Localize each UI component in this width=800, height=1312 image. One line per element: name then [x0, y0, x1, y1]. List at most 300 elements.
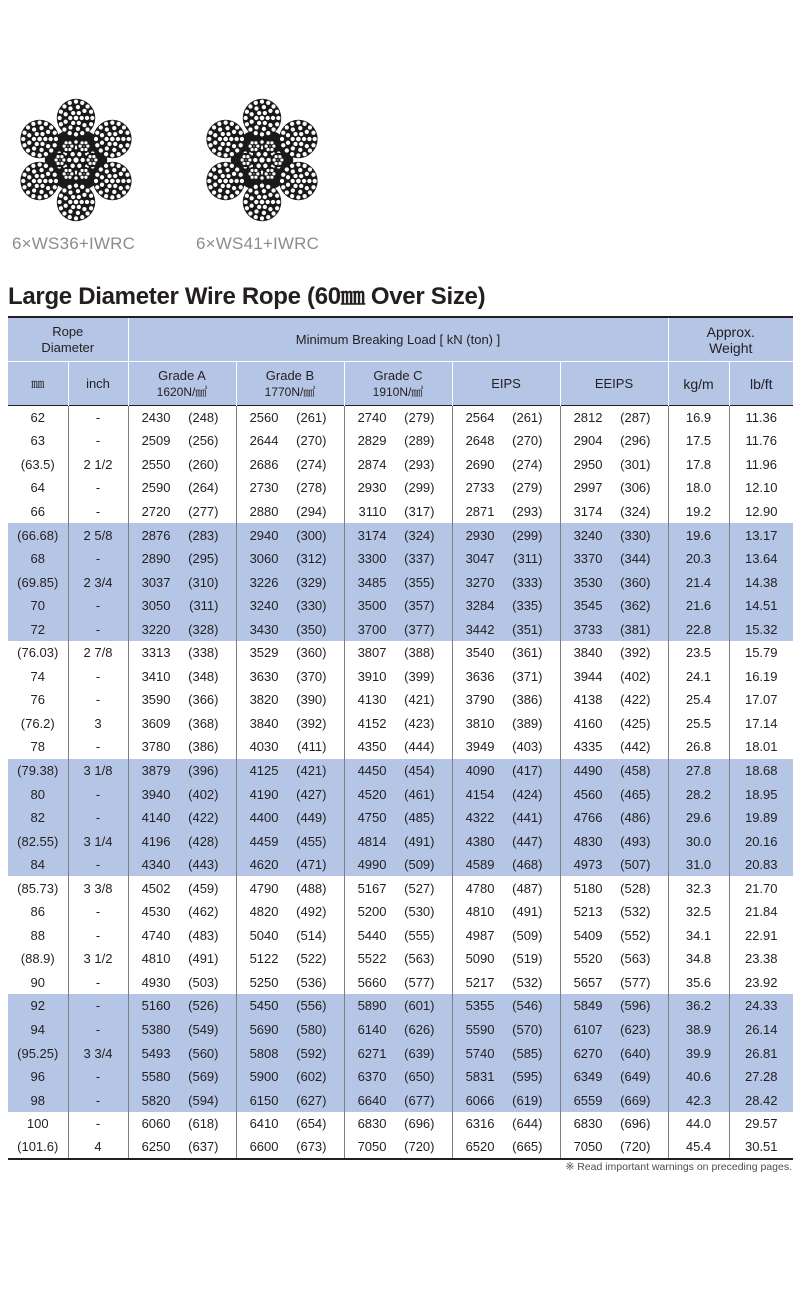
load-ton: (329) — [296, 574, 327, 590]
load-ton: (488) — [296, 880, 327, 896]
load-kn: 4322 — [465, 810, 495, 826]
mm-cell: 68 — [8, 547, 68, 571]
mm-cell: 63 — [30, 433, 45, 449]
eeips-cell — [560, 829, 668, 853]
load-kn: 3430 — [249, 621, 279, 637]
load-kn: 2740 — [357, 410, 387, 426]
grade-b-cell — [236, 947, 344, 971]
load-kn: 5657 — [573, 974, 603, 990]
table-row — [8, 641, 793, 665]
mm-cell: 94 — [8, 1018, 68, 1042]
inch-cell: 4 — [68, 1135, 128, 1159]
load-kn: 3313 — [141, 645, 171, 661]
load-ton: (549) — [188, 1021, 219, 1037]
eips-cell — [452, 947, 560, 971]
load-kn: 3820 — [249, 692, 279, 708]
load-kn: 3270 — [465, 574, 495, 590]
kgm-cell: 17.5 — [668, 429, 729, 453]
grade-c-cell — [344, 1018, 452, 1042]
load-ton: (447) — [512, 833, 543, 849]
mm-cell: 100 — [26, 1116, 49, 1132]
load-kn: 5355 — [465, 998, 495, 1014]
grade-c-cell — [344, 806, 452, 830]
load-kn: 3047 — [465, 551, 495, 567]
load-ton: (443) — [188, 857, 219, 873]
load-ton: (351) — [512, 621, 543, 637]
load-ton: (522) — [296, 951, 327, 967]
load-kn: 6559 — [573, 1092, 603, 1108]
kgm-cell: 30.0 — [668, 829, 729, 853]
load-kn: 5450 — [249, 998, 279, 1014]
load-ton: (637) — [188, 1139, 219, 1155]
load-ton: (509) — [512, 927, 543, 943]
lbft-cell: 27.28 — [729, 1065, 793, 1089]
load-ton: (370) — [296, 668, 327, 684]
kgm-cell: 16.9 — [668, 406, 729, 430]
mm-cell: 76 — [30, 692, 45, 708]
warning-note: ※ Read important warnings on preceding pages. — [565, 1161, 792, 1173]
inch-cell: - — [68, 806, 128, 830]
eeips-cell — [560, 570, 668, 594]
load-ton: (264) — [188, 480, 219, 496]
load-kn: 5409 — [573, 927, 603, 943]
inch-cell: 3 3/8 — [68, 876, 128, 900]
table-row — [8, 1088, 793, 1112]
load-ton: (403) — [512, 739, 543, 755]
load-kn: 6140 — [357, 1021, 387, 1037]
grade-b-cell — [236, 1065, 344, 1089]
grade-a-cell — [128, 782, 236, 806]
load-ton: (270) — [512, 433, 543, 449]
load-ton: (462) — [188, 904, 219, 920]
table-row — [8, 782, 793, 806]
load-ton: (468) — [512, 857, 543, 873]
inch-cell: - — [68, 665, 128, 689]
load-ton: (287) — [620, 410, 651, 426]
grade-a-cell — [128, 429, 236, 453]
load-ton: (530) — [404, 904, 435, 920]
load-ton: (503) — [188, 974, 219, 990]
load-kn: 3810 — [465, 715, 495, 731]
eips-cell — [452, 924, 560, 948]
inch-cell: - — [68, 994, 128, 1018]
eeips-cell — [560, 523, 668, 547]
load-ton: (355) — [404, 574, 435, 590]
grade-c-cell — [344, 523, 452, 547]
load-ton: (601) — [404, 998, 435, 1014]
kgm-cell: 34.8 — [668, 947, 729, 971]
table-row — [8, 406, 793, 430]
load-kn: 5831 — [465, 1069, 495, 1085]
grade-c-cell — [344, 712, 452, 736]
load-kn: 3636 — [465, 668, 495, 684]
mm-cell: 70 — [8, 594, 68, 618]
eeips-cell — [560, 1135, 668, 1159]
grade-a-strength: 1620N/㎟ — [156, 384, 208, 399]
kgm-cell: 17.8 — [668, 453, 729, 477]
load-ton: (602) — [296, 1069, 327, 1085]
load-ton: (337) — [404, 551, 435, 567]
mm-cell: 88 — [30, 927, 45, 943]
grade-c-cell — [344, 500, 452, 524]
load-kn: 6370 — [357, 1069, 387, 1085]
inch-cell: - — [68, 500, 128, 524]
lbft-cell: 11.76 — [729, 429, 793, 453]
mm-cell: (82.55) — [8, 829, 68, 853]
table-row — [8, 594, 793, 618]
load-kn: 4335 — [573, 739, 603, 755]
load-ton: (274) — [296, 456, 327, 472]
inch-cell: - — [68, 406, 128, 430]
load-kn: 4160 — [573, 715, 603, 731]
eeips-cell — [560, 688, 668, 712]
table-row — [8, 570, 793, 594]
lbft-cell: 20.16 — [729, 829, 793, 853]
load-kn: 4130 — [357, 692, 387, 708]
lbft-cell: 18.95 — [729, 782, 793, 806]
grade-c-cell — [344, 1135, 452, 1159]
load-kn: 5522 — [357, 951, 387, 967]
load-ton: (485) — [404, 810, 435, 826]
table-row — [8, 924, 793, 948]
load-ton: (519) — [512, 951, 543, 967]
inch-cell: - — [68, 853, 128, 877]
grade-b-label: Grade B — [265, 367, 315, 383]
grade-c-cell — [344, 547, 452, 571]
kgm-cell: 19.6 — [668, 523, 729, 547]
eips-cell — [452, 1018, 560, 1042]
eeips-cell — [560, 476, 668, 500]
inch-cell: - — [68, 476, 128, 500]
load-ton: (556) — [296, 998, 327, 1014]
load-kn: 5660 — [357, 974, 387, 990]
load-kn: 2930 — [357, 480, 387, 496]
grade-c-cell — [344, 665, 452, 689]
grade-a-cell — [128, 876, 236, 900]
header-eeips: EEIPS — [560, 362, 668, 406]
load-ton: (527) — [404, 880, 435, 896]
kgm-cell: 42.3 — [668, 1088, 729, 1112]
kgm-cell: 26.8 — [668, 735, 729, 759]
load-ton: (421) — [296, 762, 327, 778]
grade-c-cell — [344, 876, 452, 900]
load-ton: (592) — [296, 1045, 327, 1061]
grade-b-cell — [236, 712, 344, 736]
grade-b-cell — [236, 876, 344, 900]
lbft-cell: 26.14 — [729, 1018, 793, 1042]
grade-a-cell — [128, 1135, 236, 1159]
load-kn: 3530 — [573, 574, 603, 590]
load-ton: (560) — [188, 1045, 219, 1061]
load-kn: 4152 — [357, 715, 387, 731]
grade-b-cell — [236, 1112, 344, 1136]
table-row — [8, 429, 793, 453]
kgm-cell: 19.2 — [668, 500, 729, 524]
load-ton: (422) — [620, 692, 651, 708]
table-row — [8, 523, 793, 547]
load-kn: 3300 — [357, 551, 387, 567]
load-kn: 5180 — [573, 880, 603, 896]
load-kn: 2564 — [465, 410, 495, 426]
load-kn: 4620 — [249, 857, 279, 873]
table-row — [8, 1135, 793, 1159]
load-kn: 5380 — [141, 1021, 171, 1037]
load-kn: 5690 — [249, 1021, 279, 1037]
grade-c-cell — [344, 829, 452, 853]
load-ton: (392) — [620, 645, 651, 661]
header-grade-b — [236, 362, 344, 406]
eips-cell — [452, 806, 560, 830]
grade-b-cell — [236, 829, 344, 853]
load-ton: (324) — [404, 527, 435, 543]
load-ton: (649) — [620, 1069, 651, 1085]
eips-cell — [452, 641, 560, 665]
grade-b-cell — [236, 617, 344, 641]
load-ton: (388) — [404, 645, 435, 661]
load-ton: (526) — [188, 998, 219, 1014]
mm-cell: 92 — [8, 994, 68, 1018]
load-ton: (261) — [512, 410, 543, 426]
load-kn: 5122 — [249, 951, 279, 967]
load-kn: 4740 — [141, 927, 171, 943]
load-kn: 4340 — [141, 857, 171, 873]
load-ton: (492) — [296, 904, 327, 920]
inch-cell: - — [68, 1065, 128, 1089]
grade-a-cell — [128, 900, 236, 924]
kgm-cell: 32.5 — [668, 900, 729, 924]
load-ton: (455) — [296, 833, 327, 849]
load-ton: (423) — [404, 715, 435, 731]
inch-cell: - — [68, 429, 128, 453]
load-ton: (248) — [188, 410, 219, 426]
eeips-cell — [560, 947, 668, 971]
lbft-cell: 30.51 — [729, 1135, 793, 1159]
grade-a-cell — [128, 617, 236, 641]
grade-c-cell — [344, 994, 452, 1018]
load-ton: (580) — [296, 1021, 327, 1037]
load-kn: 2730 — [249, 480, 279, 496]
grade-c-cell — [344, 947, 452, 971]
load-ton: (421) — [404, 692, 435, 708]
inch-cell: - — [68, 924, 128, 948]
load-kn: 4090 — [465, 762, 495, 778]
lbft-cell: 23.92 — [729, 971, 793, 995]
load-ton: (295) — [188, 551, 219, 567]
eips-cell — [452, 570, 560, 594]
lbft-cell: 24.33 — [729, 994, 793, 1018]
load-ton: (509) — [404, 857, 435, 873]
load-kn: 2940 — [249, 527, 279, 543]
load-ton: (696) — [404, 1116, 435, 1132]
load-ton: (471) — [296, 857, 327, 873]
eips-cell — [452, 994, 560, 1018]
load-kn: 3545 — [573, 598, 603, 614]
load-ton: (301) — [620, 456, 651, 472]
load-ton: (330) — [620, 527, 651, 543]
mm-cell: (79.38) — [8, 759, 68, 783]
load-ton: (368) — [188, 715, 219, 731]
load-kn: 6107 — [573, 1021, 603, 1037]
lbft-cell: 18.68 — [729, 759, 793, 783]
grade-a-label: Grade A — [158, 367, 206, 383]
load-kn: 4400 — [249, 810, 279, 826]
load-kn: 4987 — [465, 927, 495, 943]
lbft-cell: 29.57 — [729, 1112, 793, 1136]
eeips-cell — [560, 1065, 668, 1089]
load-kn: 7050 — [357, 1139, 387, 1155]
inch-cell: 3 1/2 — [68, 947, 128, 971]
grade-a-cell — [128, 924, 236, 948]
load-ton: (311) — [189, 598, 219, 614]
grade-a-cell — [128, 994, 236, 1018]
grade-b-cell — [236, 806, 344, 830]
grade-a-cell — [128, 594, 236, 618]
load-kn: 6066 — [465, 1092, 495, 1108]
grade-b-cell — [236, 853, 344, 877]
load-kn: 2874 — [357, 456, 387, 472]
kgm-cell: 38.9 — [668, 1018, 729, 1042]
rope-caption-ws36: 6×WS36+IWRC — [12, 234, 136, 253]
table-row — [8, 853, 793, 877]
grade-c-cell — [344, 735, 452, 759]
load-kn: 2997 — [573, 480, 603, 496]
lbft-cell: 23.38 — [729, 947, 793, 971]
load-ton: (563) — [620, 951, 651, 967]
grade-b-cell — [236, 971, 344, 995]
load-ton: (422) — [188, 810, 219, 826]
kgm-cell: 35.6 — [668, 971, 729, 995]
load-ton: (454) — [404, 762, 435, 778]
load-ton: (536) — [296, 974, 327, 990]
load-ton: (644) — [512, 1116, 543, 1132]
load-kn: 4459 — [249, 833, 279, 849]
load-ton: (449) — [296, 810, 327, 826]
kgm-cell: 24.1 — [668, 665, 729, 689]
load-kn: 6830 — [357, 1116, 387, 1132]
load-kn: 5900 — [249, 1069, 279, 1085]
grade-b-cell — [236, 665, 344, 689]
mm-cell: (85.73) — [17, 880, 59, 896]
eips-cell — [452, 617, 560, 641]
load-kn: 5213 — [573, 904, 603, 920]
load-ton: (563) — [404, 951, 435, 967]
load-ton: (360) — [296, 645, 327, 661]
lbft-cell: 17.07 — [729, 688, 793, 712]
grade-b-cell — [236, 1041, 344, 1065]
grade-c-cell — [344, 1065, 452, 1089]
grade-a-cell — [128, 453, 236, 477]
load-ton: (402) — [620, 668, 651, 684]
grade-a-cell — [128, 1112, 236, 1136]
load-kn: 4030 — [249, 739, 279, 755]
kgm-cell: 28.2 — [668, 782, 729, 806]
load-kn: 2644 — [249, 433, 279, 449]
table-row — [8, 1018, 793, 1042]
load-ton: (399) — [404, 668, 435, 684]
eips-cell — [452, 735, 560, 759]
load-ton: (585) — [512, 1045, 543, 1061]
inch-cell: - — [68, 688, 128, 712]
table-row — [8, 500, 793, 524]
load-ton: (577) — [404, 974, 435, 990]
grade-c-cell — [344, 1112, 452, 1136]
table-row — [8, 1112, 793, 1136]
lbft-cell: 26.81 — [729, 1041, 793, 1065]
lbft-cell: 17.14 — [729, 712, 793, 736]
load-kn: 5200 — [357, 904, 387, 920]
kgm-cell: 21.6 — [668, 594, 729, 618]
grade-c-cell — [344, 1041, 452, 1065]
eeips-cell — [560, 806, 668, 830]
eips-cell — [452, 500, 560, 524]
grade-c-label: Grade C — [373, 367, 423, 383]
load-ton: (618) — [188, 1116, 219, 1132]
grade-a-cell — [128, 829, 236, 853]
mm-cell: 78 — [30, 739, 45, 755]
kgm-cell: 32.3 — [668, 876, 729, 900]
grade-a-cell — [128, 476, 236, 500]
load-kn: 3050 — [141, 598, 171, 614]
inch-cell: 2 7/8 — [68, 641, 128, 665]
table-row — [8, 971, 793, 995]
table-row — [8, 735, 793, 759]
table-row — [8, 900, 793, 924]
grade-a-cell — [128, 735, 236, 759]
header-grade-c — [344, 362, 452, 406]
lbft-cell: 15.32 — [729, 617, 793, 641]
load-kn: 2686 — [249, 456, 279, 472]
lbft-cell: 14.51 — [729, 594, 793, 618]
mm-cell: (88.9) — [20, 951, 55, 967]
load-ton: (270) — [296, 433, 327, 449]
load-kn: 6060 — [141, 1116, 171, 1132]
grade-a-cell — [128, 853, 236, 877]
load-kn: 3940 — [141, 786, 171, 802]
load-kn: 3700 — [357, 621, 387, 637]
inch-cell: - — [68, 1112, 128, 1136]
rope-cross-section-ws36-icon — [6, 90, 146, 230]
inch-cell: 3 — [68, 712, 128, 736]
load-kn: 2880 — [249, 503, 279, 519]
load-ton: (552) — [620, 927, 651, 943]
grade-a-cell — [128, 806, 236, 830]
lbft-cell: 15.79 — [729, 641, 793, 665]
load-kn: 5440 — [357, 927, 387, 943]
load-kn: 4154 — [465, 786, 495, 802]
mm-cell: 98 — [8, 1088, 68, 1112]
inch-cell: - — [68, 735, 128, 759]
table-row — [8, 759, 793, 783]
inch-cell: 3 1/8 — [68, 759, 128, 783]
load-kn: 4520 — [357, 786, 387, 802]
header-rope-diameter: Rope Diameter — [8, 317, 128, 362]
mm-cell: (66.68) — [8, 523, 68, 547]
grade-a-cell — [128, 688, 236, 712]
mm-cell: (76.03) — [17, 645, 59, 661]
load-ton: (596) — [620, 998, 651, 1014]
eips-cell — [452, 1088, 560, 1112]
load-ton: (335) — [512, 598, 543, 614]
table-row — [8, 806, 793, 830]
grade-a-cell — [128, 1018, 236, 1042]
load-ton: (569) — [188, 1069, 219, 1085]
load-ton: (293) — [512, 503, 543, 519]
load-ton: (442) — [620, 739, 651, 755]
eeips-cell — [560, 1112, 668, 1136]
load-ton: (491) — [512, 904, 543, 920]
load-ton: (333) — [512, 574, 543, 590]
eips-cell — [452, 594, 560, 618]
